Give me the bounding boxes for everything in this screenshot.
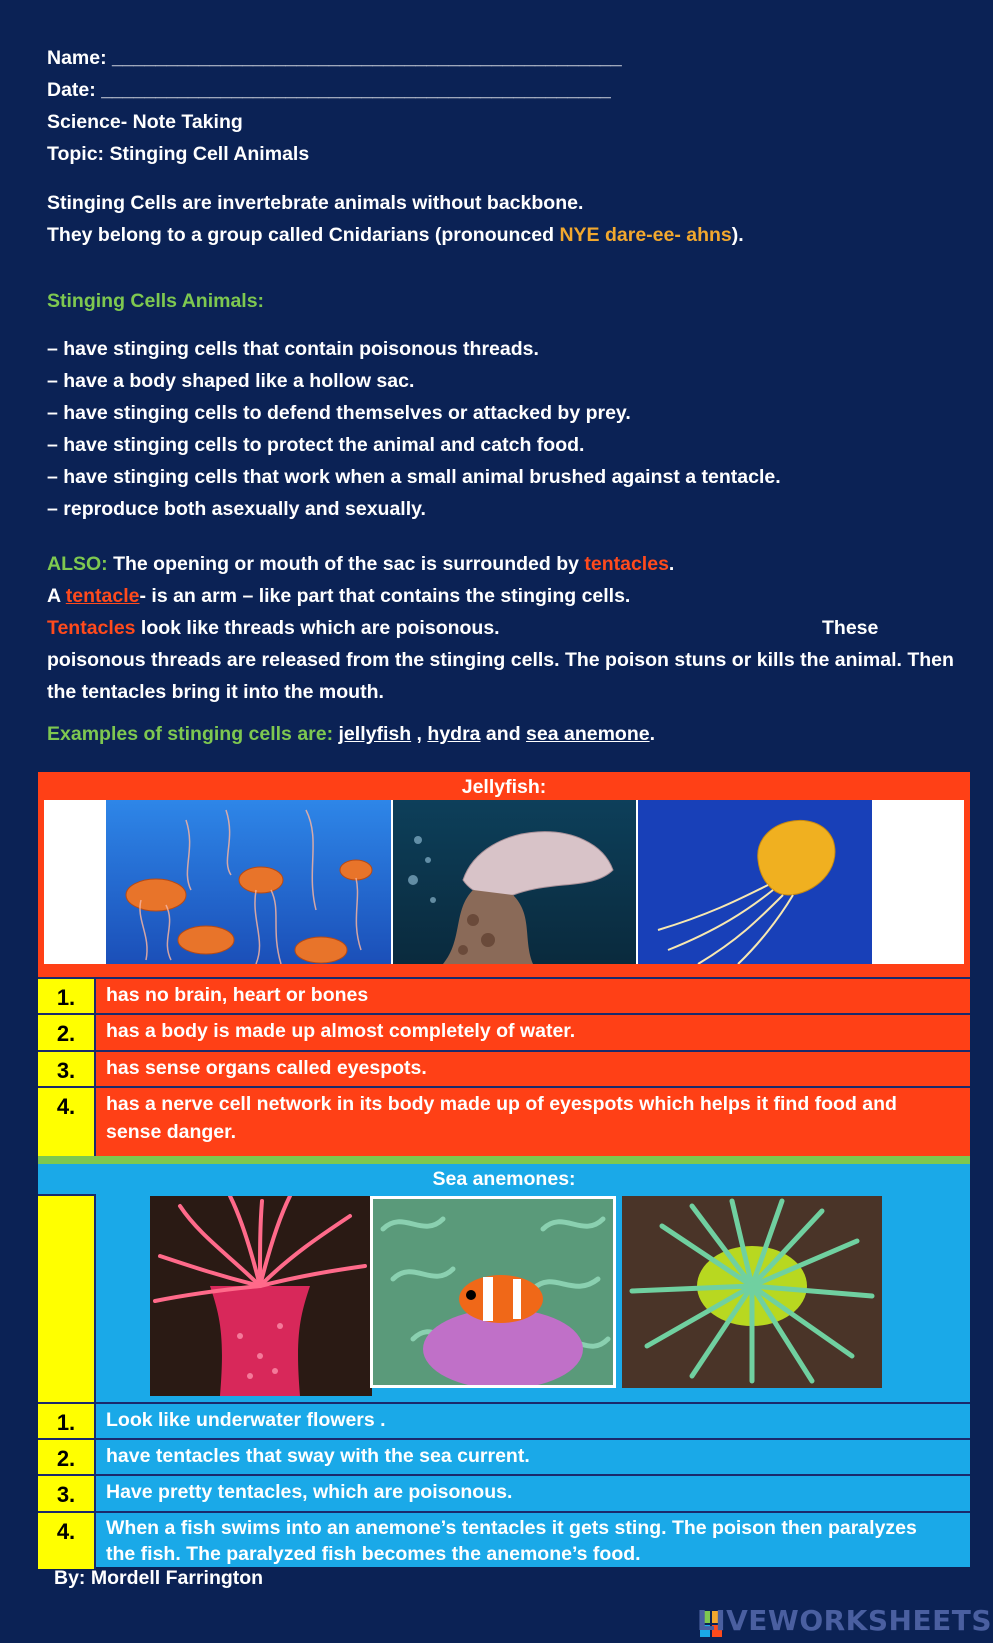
jellyfish-table <box>38 772 970 1160</box>
features-heading: Stinging Cells Animals: <box>47 290 265 312</box>
intro-line-1: Stinging Cells are invertebrate animals without backbone. <box>47 192 584 214</box>
example-hydra[interactable]: hydra <box>427 723 481 745</box>
row-text: When a fish swims into an anemone’s tentacles it gets sting. The poison then paralyzes the fish. The paralyzed fish becomes the anemone’s food. <box>106 1517 917 1565</box>
tentacles-word: tentacles <box>584 553 669 575</box>
sea-anemone-row <box>38 1511 970 1569</box>
sea-anemone-photo-3 <box>622 1196 882 1388</box>
tentacle-link[interactable]: tentacle <box>65 585 140 607</box>
feature-item: – have stinging cells that contain poisonous threads. <box>47 338 539 360</box>
jellyfish-row <box>38 1050 970 1086</box>
example-sea-anemone[interactable]: sea anemone <box>526 723 650 745</box>
jellyfish-photo-2 <box>393 800 636 964</box>
jellyfish-photo-1 <box>106 800 391 964</box>
row-text: Look like underwater flowers . <box>106 1409 386 1431</box>
also-text: look like threads which are poisonous. <box>135 617 500 639</box>
jellyfish-row <box>38 1086 970 1158</box>
feature-item: – have stinging cells to protect the animal and catch food. <box>47 434 585 456</box>
feature-item: – have stinging cells that work when a small animal brushed against a tentacle. <box>47 466 781 488</box>
row-text: has no brain, heart or bones <box>106 984 369 1006</box>
liveworksheets-logo[interactable]: LIVEWORKSHEETS <box>696 1604 992 1637</box>
row-number-text: 1. <box>56 985 76 1010</box>
also-line-3 <box>47 612 967 644</box>
sea-anemone-photo-1 <box>150 1196 372 1396</box>
jellyfish-photos <box>44 800 964 964</box>
row-text: Have pretty tentacles, which are poisonous. <box>106 1481 513 1503</box>
examples-sep: , <box>411 723 428 745</box>
tentacles-word: Tentacles <box>47 617 136 639</box>
row-text: has sense organs called eyespots. <box>106 1057 427 1079</box>
jellyfish-photo-3 <box>638 800 872 964</box>
row-number <box>38 979 96 1013</box>
row-text: have tentacles that sway with the sea current. <box>106 1445 530 1467</box>
row-number <box>38 1052 96 1086</box>
date-line[interactable] <box>47 79 611 102</box>
intro-line-2-end: ). <box>731 224 744 246</box>
also-line-4: poisonous threads are released from the stinging cells. The poison stuns or kills the animal. Then <box>47 649 954 671</box>
feature-item: – have a body shaped like a hollow sac. <box>47 370 415 392</box>
also-line-1 <box>47 548 967 580</box>
also-line-5: the tentacles bring it into the mouth. <box>47 681 384 703</box>
row-number <box>38 1440 96 1474</box>
sea-anemone-table <box>38 1162 970 1567</box>
sea-anemone-row <box>38 1438 970 1474</box>
also-text: - is an arm – like part that contains the stinging cells. <box>139 585 631 607</box>
jellyfish-row <box>38 1013 970 1050</box>
sea-anemone-row <box>38 1474 970 1511</box>
feature-item: – reproduce both asexually and sexually. <box>47 498 426 520</box>
subject-line: Science- Note Taking <box>47 111 243 133</box>
example-jellyfish[interactable]: jellyfish <box>338 723 412 745</box>
row-number-text: 3. <box>56 1482 76 1507</box>
row-number-text: 2. <box>56 1021 76 1046</box>
row-number-text: 3. <box>56 1058 76 1083</box>
row-number-text: 1. <box>56 1410 76 1435</box>
row-number <box>38 1088 96 1158</box>
sea-anemone-photos <box>38 1194 970 1402</box>
date-blank[interactable]: _______________________________________________ <box>101 79 611 101</box>
row-text: has a nerve cell network in its body made up of eyespots which helps it find food and sense danger. <box>106 1093 897 1143</box>
name-blank[interactable]: _______________________________________________ <box>112 47 622 69</box>
examples-line <box>47 723 655 746</box>
examples-label: Examples of stinging cells are: <box>47 723 339 745</box>
name-line[interactable] <box>47 47 622 70</box>
sea-anemone-photo-2 <box>370 1196 616 1388</box>
examples-sep: and <box>480 723 527 745</box>
topic-line: Topic: Stinging Cell Animals <box>47 143 310 165</box>
also-paragraph <box>47 548 967 708</box>
also-label: ALSO: <box>47 553 108 575</box>
also-line-2 <box>47 580 967 612</box>
row-number-text: 4. <box>56 1519 76 1544</box>
date-label: Date: <box>47 79 102 101</box>
also-text: These <box>822 617 879 639</box>
row-number <box>38 1015 96 1050</box>
jellyfish-title: Jellyfish: <box>461 776 547 798</box>
row-text: has a body is made up almost completely of water. <box>106 1020 576 1042</box>
also-text: . <box>668 553 675 575</box>
name-label: Name: <box>47 47 113 69</box>
also-text: The opening or mouth of the sac is surrounded by <box>107 553 585 575</box>
intro-line-2 <box>47 224 744 247</box>
examples-end: . <box>649 723 656 745</box>
intro-line-2-text: They belong to a group called Cnidarians (pronounced <box>47 224 560 246</box>
sea-anemone-title: Sea anemones: <box>432 1168 576 1190</box>
row-number-text: 4. <box>56 1094 76 1119</box>
row-number <box>38 1404 96 1438</box>
sea-anemone-row <box>38 1402 970 1438</box>
feature-item: – have stinging cells to defend themselves or attacked by prey. <box>47 402 631 424</box>
also-text: A <box>47 585 66 607</box>
row-number <box>38 1476 96 1511</box>
row-number <box>38 1513 96 1569</box>
pronunciation: NYE dare-ee- ahns <box>559 224 732 246</box>
jellyfish-row <box>38 977 970 1013</box>
author-credit: By: Mordell Farrington <box>54 1567 264 1589</box>
row-number-text: 2. <box>56 1446 76 1471</box>
